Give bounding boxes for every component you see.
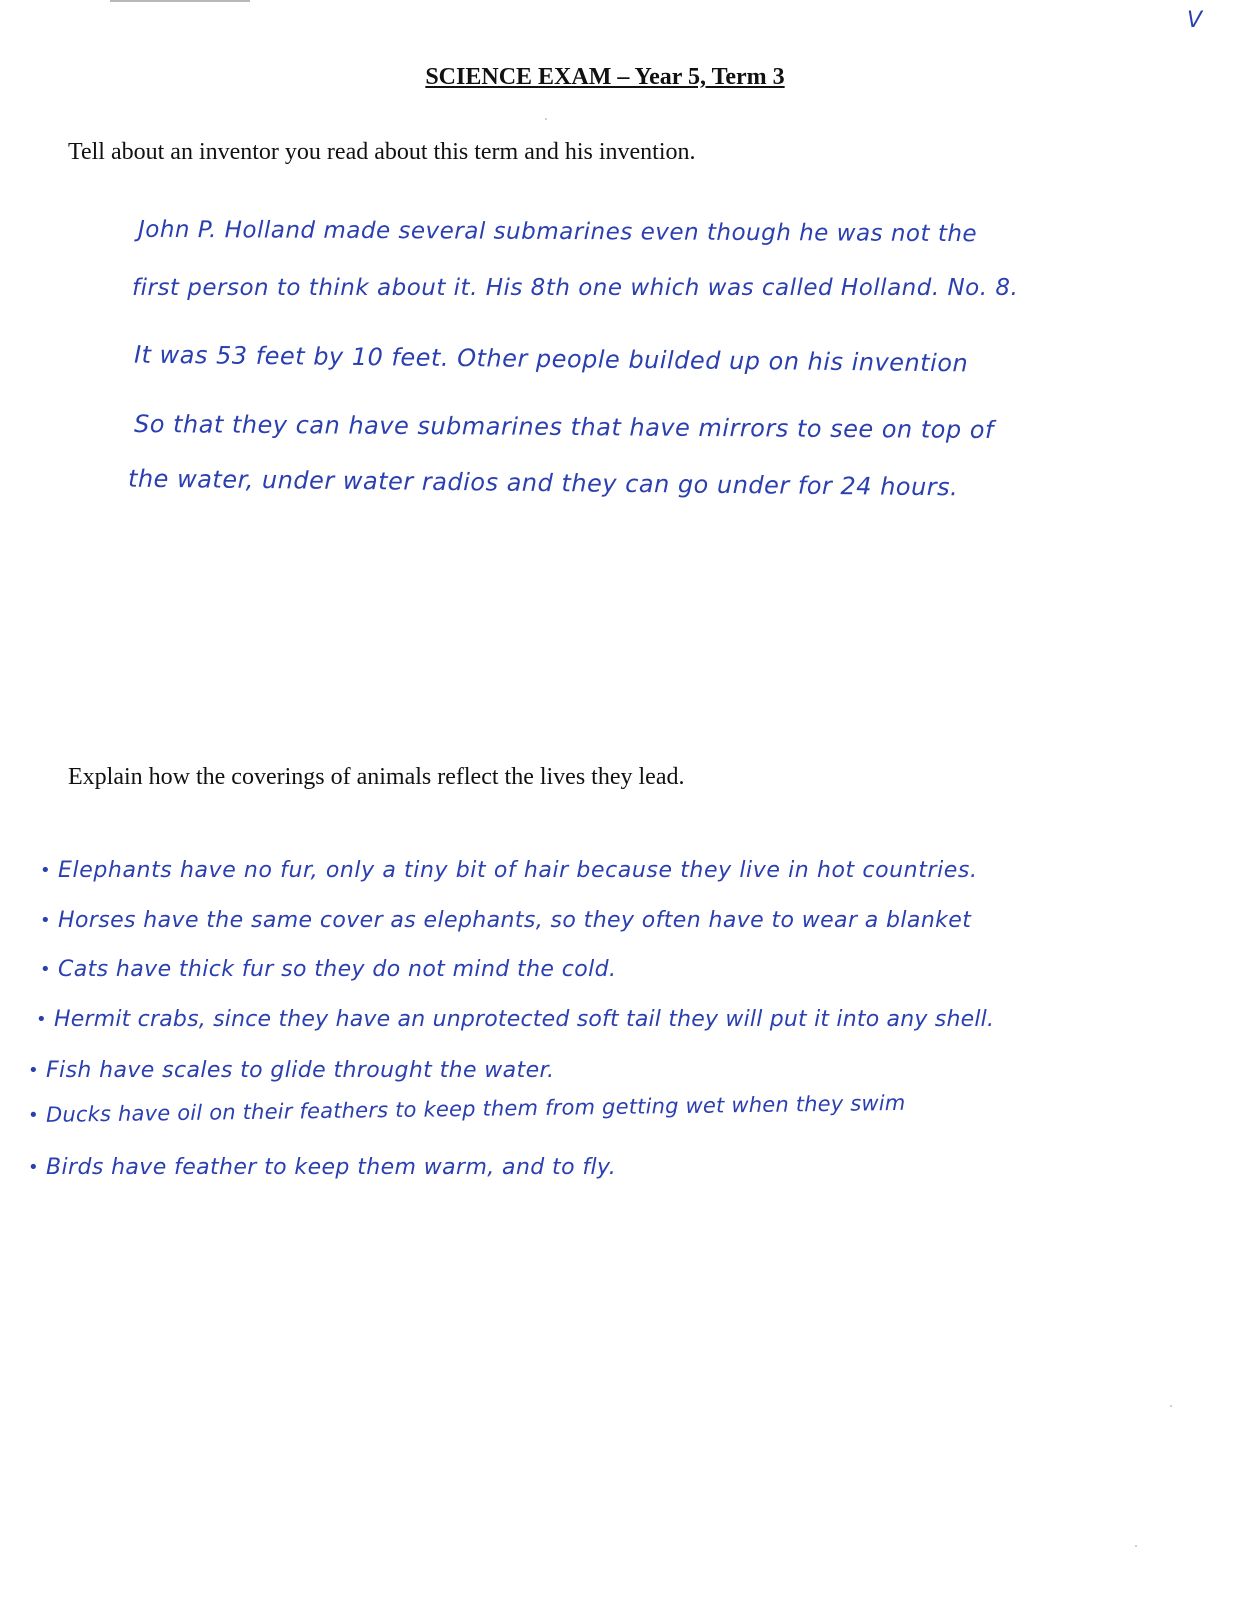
answer-2-bullet-item bbox=[40, 957, 616, 982]
answer-2-bullet-item bbox=[28, 1155, 616, 1180]
answer-2-bullet-text: Fish have scales to glide throught the water. bbox=[46, 1058, 555, 1083]
bullet-point-icon: • bbox=[27, 1104, 39, 1126]
answer-1-line: the water, under water radios and they can go under for 24 hours. bbox=[127, 464, 959, 502]
answer-1-line: So that they can have submarines that have mirrors to see on top of bbox=[133, 409, 995, 445]
bullet-point-icon: • bbox=[36, 1009, 47, 1030]
scan-speck bbox=[1135, 1545, 1137, 1547]
question-1-prompt: Tell about an inventor you read about this term and his invention. bbox=[68, 139, 696, 165]
question-2-prompt: Explain how the coverings of animals reflect the lives they lead. bbox=[68, 764, 685, 790]
bullet-point-icon: • bbox=[28, 1060, 39, 1081]
answer-2-bullet-text: Ducks have oil on their feathers to keep them from getting wet when they swim bbox=[45, 1090, 906, 1127]
bullet-point-icon: • bbox=[40, 959, 51, 980]
corner-check-mark: V bbox=[1187, 8, 1203, 33]
answer-1-line: first person to think about it. His 8th one which was called Holland. No. 8. bbox=[132, 275, 1019, 301]
bullet-point-icon: • bbox=[40, 860, 51, 881]
answer-2-bullet-item bbox=[40, 908, 971, 933]
scan-speck bbox=[1170, 1405, 1172, 1407]
answer-2-bullet-item bbox=[28, 1091, 906, 1127]
answer-2-bullet-text: Elephants have no fur, only a tiny bit of hair because they live in hot countries. bbox=[58, 858, 978, 883]
answer-2-bullet-text: Birds have feather to keep them warm, and to fly. bbox=[46, 1155, 617, 1180]
scan-speck bbox=[545, 118, 547, 120]
answer-1-line: It was 53 feet by 10 feet. Other people builded up on his invention bbox=[133, 340, 969, 378]
answer-2-bullet-item bbox=[28, 1058, 554, 1083]
answer-2-bullet-text: Hermit crabs, since they have an unprotected soft tail they will put it into any shell. bbox=[54, 1007, 995, 1032]
bullet-point-icon: • bbox=[28, 1157, 39, 1178]
answer-2-bullet-item bbox=[40, 858, 978, 883]
answer-2-bullet-text: Horses have the same cover as elephants, so they often have to wear a blanket bbox=[58, 908, 972, 933]
answer-1-line: John P. Holland made several submarines even though he was not the bbox=[137, 216, 978, 248]
bullet-point-icon: • bbox=[40, 910, 51, 931]
answer-2-bullet-item bbox=[36, 1007, 994, 1032]
answer-2-bullet-text: Cats have thick fur so they do not mind the cold. bbox=[58, 957, 617, 982]
exam-title: SCIENCE EXAM – Year 5, Term 3 bbox=[425, 64, 785, 90]
